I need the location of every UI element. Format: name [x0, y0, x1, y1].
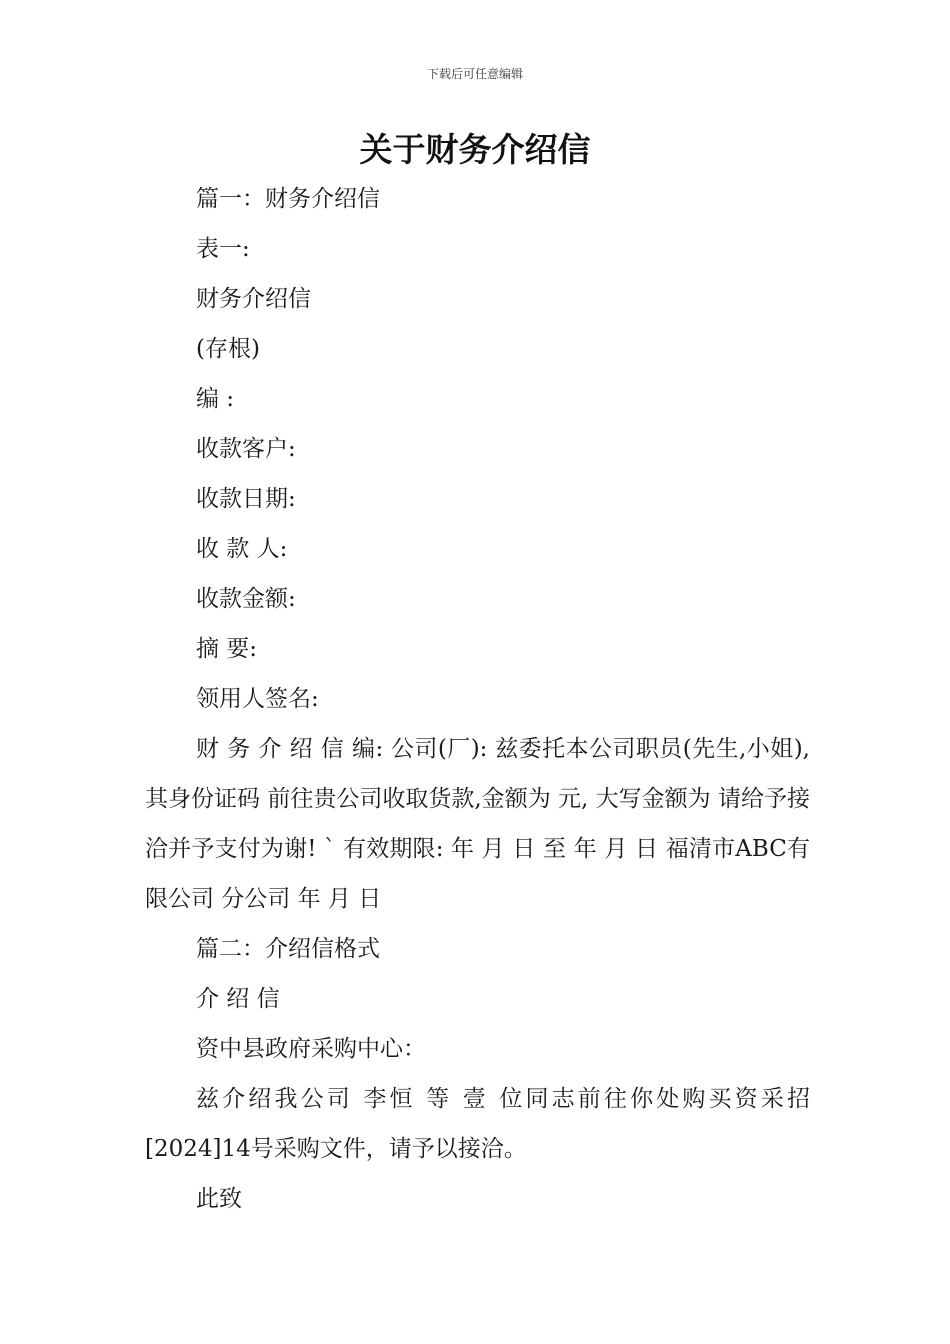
field-summary: 摘 要: — [196, 636, 258, 662]
letter-title: 介 绍 信 — [196, 986, 280, 1012]
table-label: 表一: — [196, 236, 250, 262]
form-title: 财务介绍信 — [196, 286, 311, 312]
field-amount: 收款金额: — [196, 586, 296, 612]
section-heading-2: 篇二：介绍信格式 — [196, 936, 380, 962]
header-note: 下载后可任意编辑 — [426, 67, 523, 81]
field-payee-client: 收款客户: — [196, 436, 296, 462]
document-body — [145, 174, 810, 1224]
letter-recipient: 资中县政府采购中心： — [196, 1036, 426, 1062]
field-payee: 收 款 人: — [196, 536, 288, 562]
field-number: 编 : — [196, 386, 235, 412]
stub-label: (存根) — [196, 336, 260, 362]
field-recipient-signature: 领用人签名: — [196, 686, 319, 712]
field-payment-date: 收款日期: — [196, 486, 296, 512]
section-heading-1: 篇一：财务介绍信 — [196, 186, 380, 212]
closing-salutation: 此致 — [196, 1186, 242, 1212]
document-title: 关于财务介绍信 — [359, 130, 591, 169]
paragraph-letter-body: 财 务 介 绍 信 编: 公司(厂): 兹委托本公司职员(先生,小姐),其身份证码 前往贵公司收取货款,金额为 元, 大写金额为 请给予接洽并予支付为谢! ` 有效期限: 年 月 日 至 年 月 日 福清市ABC有限公司 分公司 年 月 日 — [145, 736, 810, 912]
paragraph-introduction: 兹介绍我公司 李恒 等 壹 位同志前往你处购买资采招[2024]14号采购文件，请予以接洽。 — [145, 1086, 810, 1162]
